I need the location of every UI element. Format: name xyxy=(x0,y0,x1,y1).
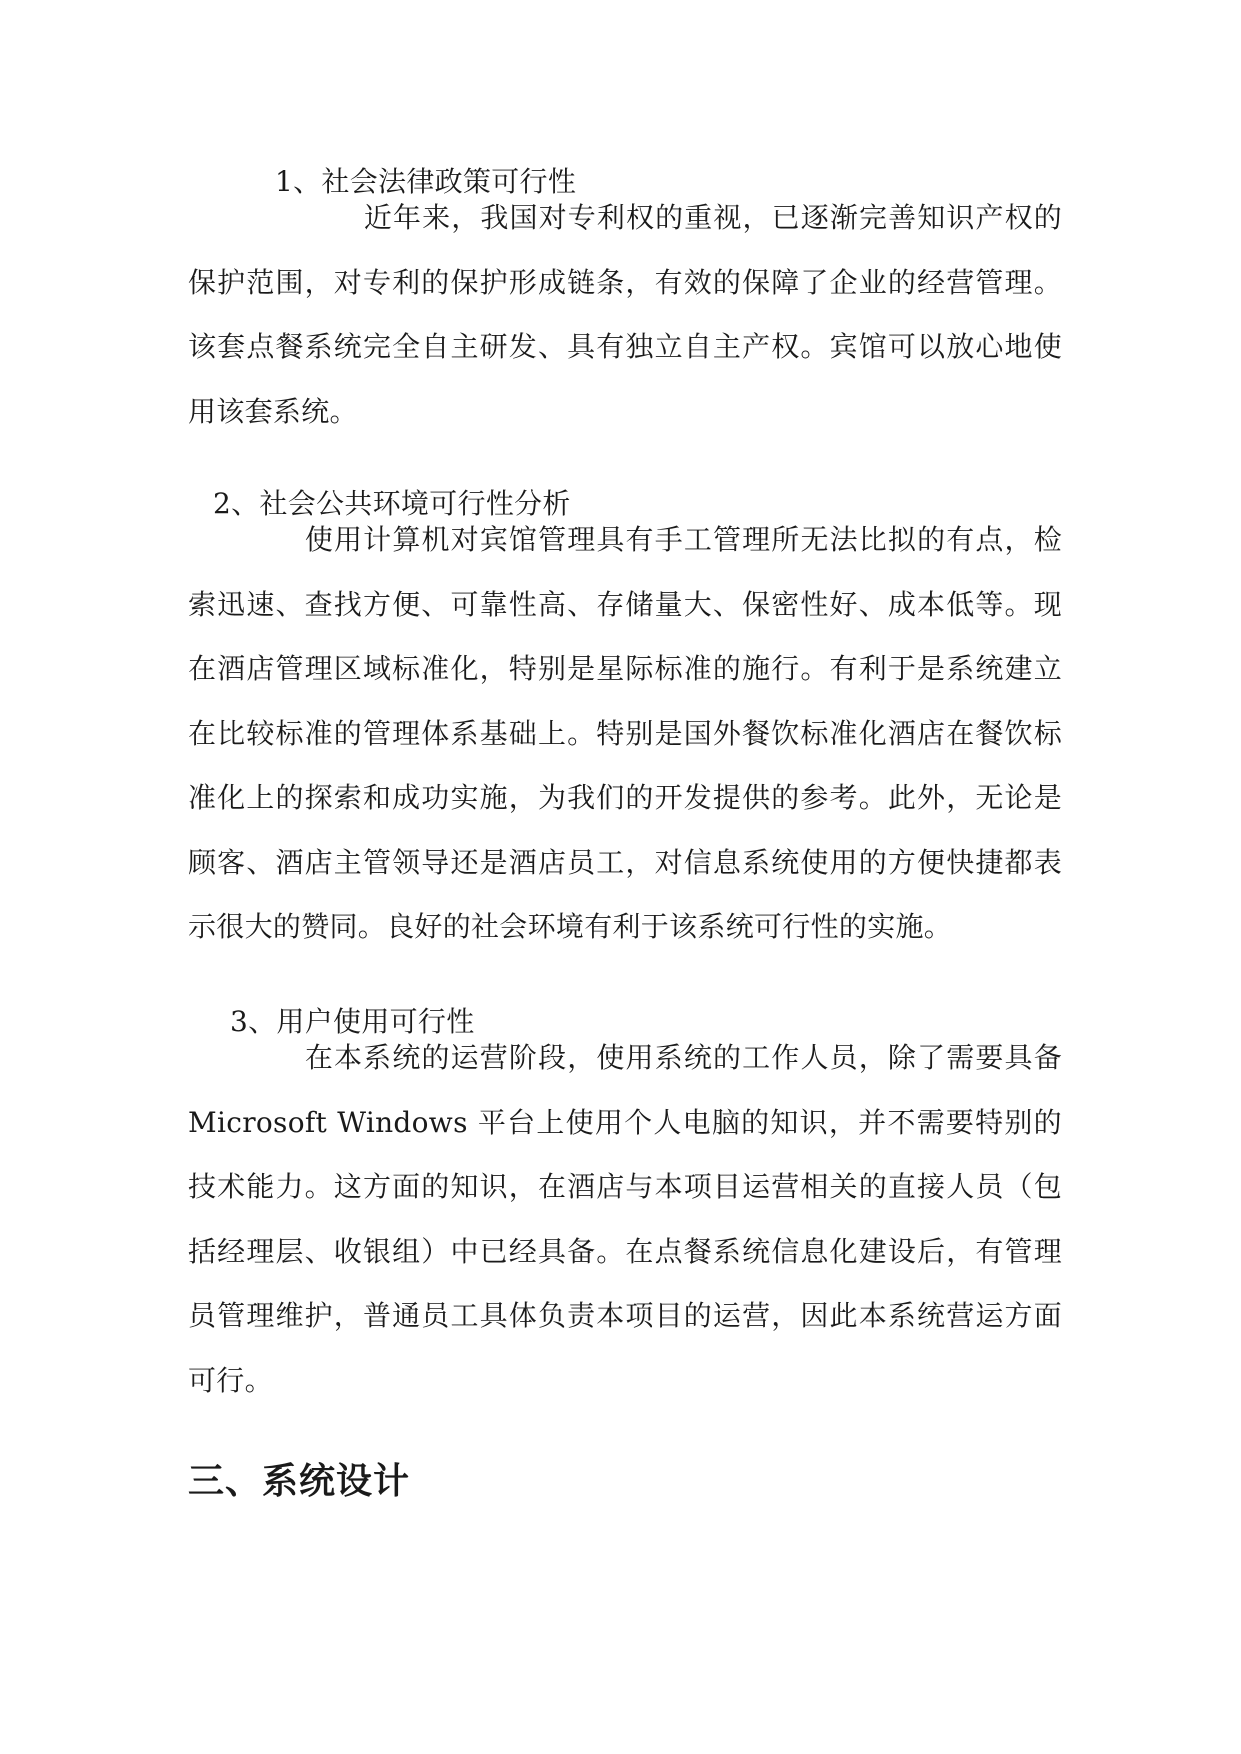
subheading-legal-policy: 1、社会法律政策可行性 xyxy=(275,165,577,198)
paragraph-public-environment xyxy=(188,508,1062,960)
paragraph-user-usage xyxy=(188,1026,1062,1413)
subheading-user-usage: 3、用户使用可行性 xyxy=(230,1005,475,1038)
paragraph-text: 近年来，我国对专利权的重视，已逐渐完善知识产权的保护范围，对专利的保护形成链条，有效的保障了企业的经营管理。该套点餐系统完全自主研发、具有独立自主产权。宾馆可以放心地使用该套系统。 xyxy=(188,201,1062,428)
section-heading-system-design: 三、系统设计 xyxy=(188,1461,411,1502)
paragraph-text: 使用计算机对宾馆管理具有手工管理所无法比拟的有点，检索迅速、查找方便、可靠性高、存储量大、保密性好、成本低等。现在酒店管理区域标准化，特别是星际标准的施行。有利于是系统建立在比较标准的管理体系基础上。特别是国外餐饮标准化酒店在餐饮标准化上的探索和成功实施，为我们的开发提供的参考。此外，无论是顾客、酒店主管领导还是酒店员工，对信息系统使用的方便快捷都表示很大的赞同。良好的社会环境有利于该系统可行性的实施。 xyxy=(188,523,1062,943)
subheading-public-environment: 2、社会公共环境可行性分析 xyxy=(213,487,571,520)
paragraph-text: 在本系统的运营阶段，使用系统的工作人员，除了需要具备Microsoft Windows 平台上使用个人电脑的知识，并不需要特别的技术能力。这方面的知识，在酒店与本项目运营相关的直接人员（包括经理层、收银组）中已经具备。在点餐系统信息化建设后，有管理员管理维护，普通员工具体负责本项目的运营，因此本系统营运方面可行。 xyxy=(188,1041,1062,1397)
paragraph-legal-policy xyxy=(188,186,1062,444)
